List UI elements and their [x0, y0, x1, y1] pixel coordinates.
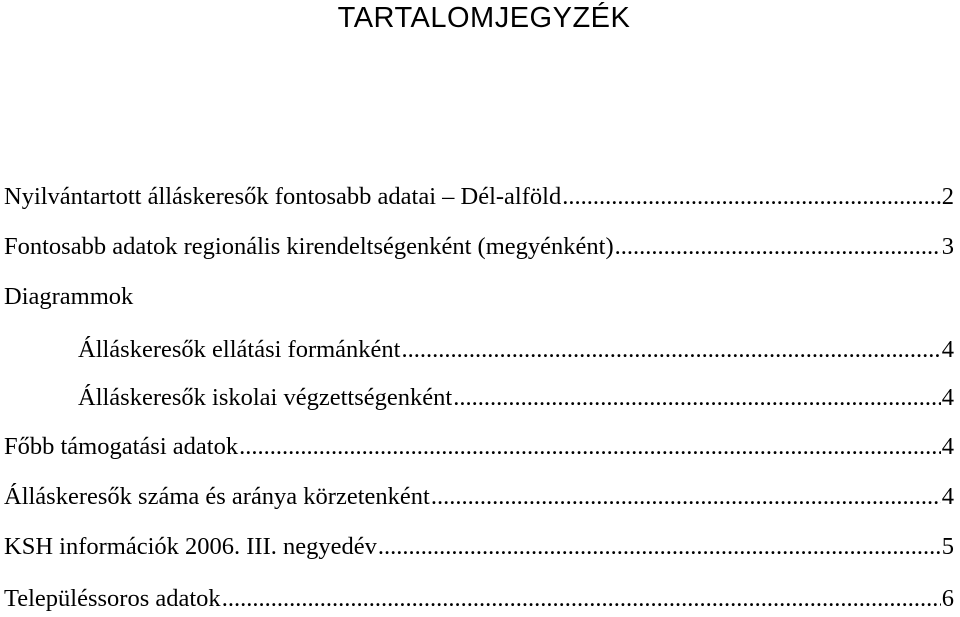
toc-entry-label: Fontosabb adatok regionális kirendeltségenként (megyénként) — [4, 233, 614, 260]
toc-dot-leader — [431, 480, 941, 514]
toc-entry-label: Nyilvántartott álláskeresők fontosabb adatai – Dél-alföld — [4, 183, 562, 210]
toc-page-number: 4 — [941, 433, 954, 460]
toc-dot-leader — [222, 582, 941, 616]
toc-entry[interactable] — [4, 430, 954, 464]
toc-entry[interactable] — [78, 333, 954, 367]
page-title: TARTALOMJEGYZÉK — [337, 2, 631, 34]
toc-entry[interactable] — [4, 230, 954, 264]
toc-entry[interactable] — [4, 180, 954, 214]
toc-entry[interactable] — [4, 480, 954, 514]
toc-page-number: 4 — [941, 384, 954, 411]
toc-entry-label: Álláskeresők iskolai végzettségenként — [78, 384, 453, 411]
toc-page-number: 5 — [941, 533, 954, 560]
toc-entry-label: Főbb támogatási adatok — [4, 433, 239, 460]
toc-entry-label: Álláskeresők száma és aránya körzetenként — [4, 483, 430, 510]
toc-dot-leader — [401, 333, 940, 367]
toc-entry-label: KSH információk 2006. III. negyedév — [4, 533, 377, 560]
toc-dot-leader — [239, 430, 941, 464]
toc-entry-label: Településsoros adatok — [4, 585, 221, 612]
toc-dot-leader — [453, 381, 941, 415]
toc-page-number: 4 — [941, 483, 954, 510]
toc-page-number: 6 — [941, 585, 954, 612]
toc-entry[interactable] — [4, 530, 954, 564]
toc-dot-leader — [378, 530, 941, 564]
toc-dot-leader — [562, 180, 941, 214]
toc-page-number: 4 — [941, 336, 954, 363]
toc-entry-label: Álláskeresők ellátási formánként — [78, 336, 401, 363]
toc-dot-leader — [615, 230, 941, 264]
toc-page-number: 2 — [941, 183, 954, 210]
toc-section-heading: Diagrammok — [4, 283, 134, 310]
toc-page-number: 3 — [941, 233, 954, 260]
toc-entry[interactable] — [78, 381, 954, 415]
toc-entry[interactable] — [4, 582, 954, 616]
